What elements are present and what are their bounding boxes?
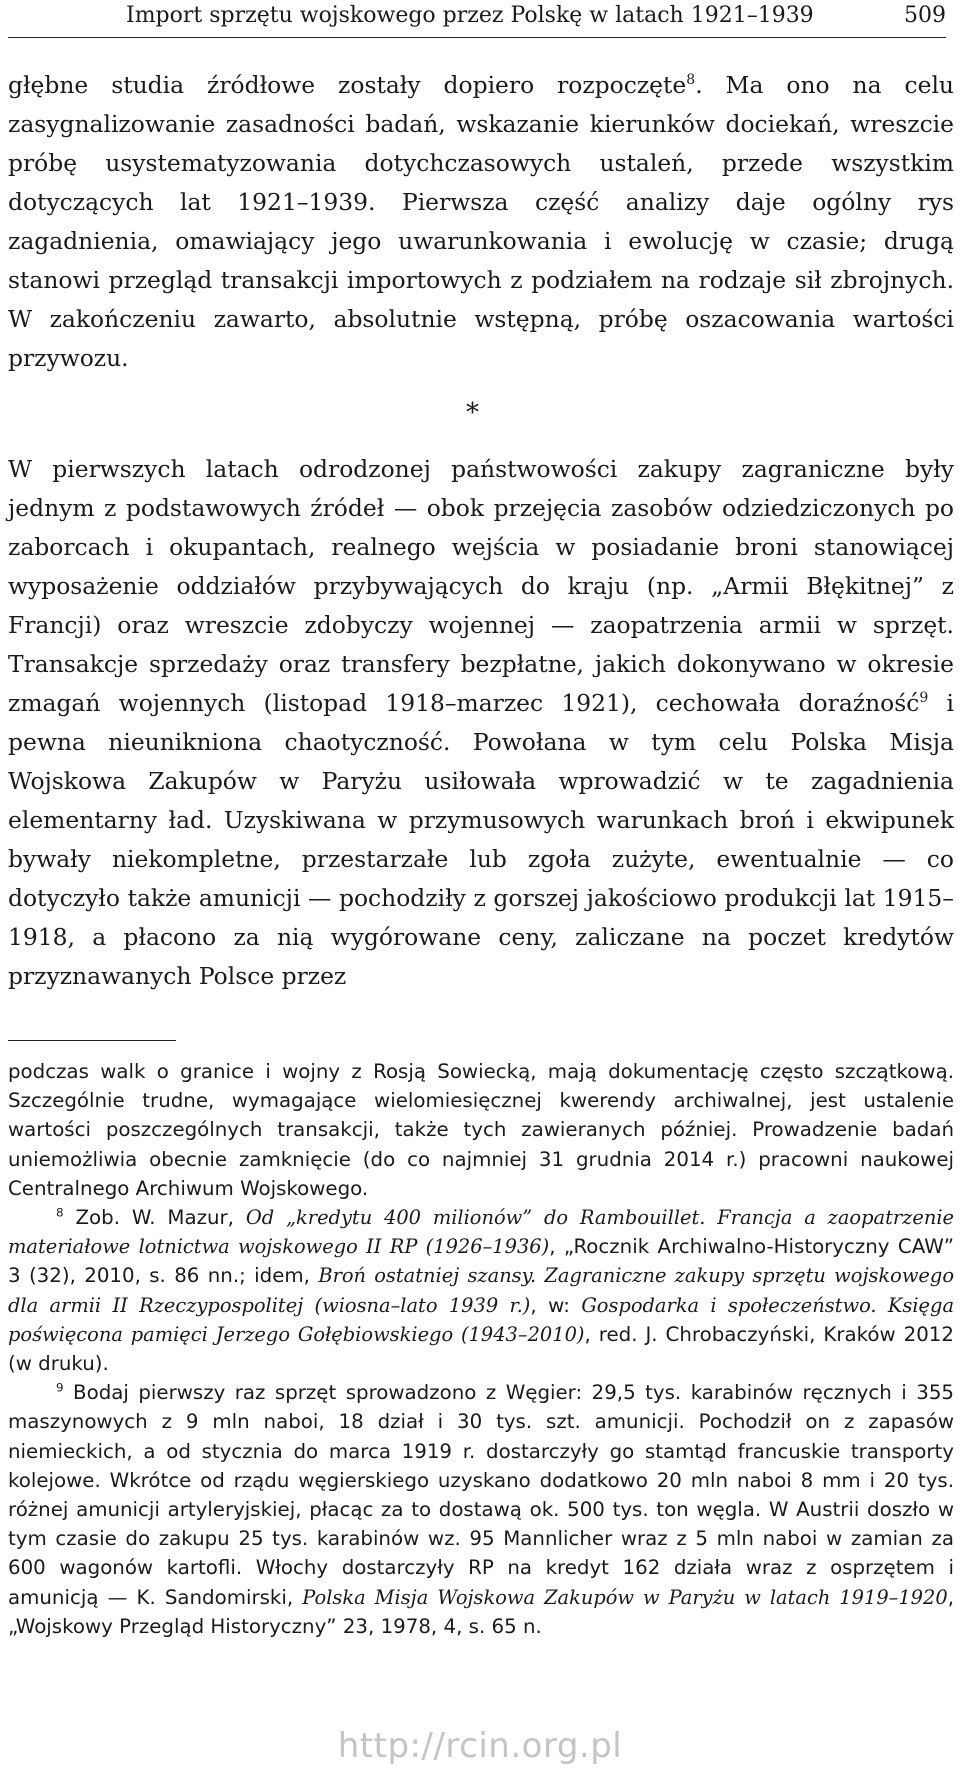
footnote-8-text: , red. J. Chrobaczyński, Kraków 2012 (w druku).: [8, 1322, 954, 1376]
header-rule: [8, 37, 946, 38]
footnote-8-text: , w:: [530, 1293, 582, 1317]
footnote-8: [8, 1203, 954, 1378]
section-separator: *: [466, 398, 479, 428]
footnote-rule: [8, 1040, 176, 1041]
footnote-9-title: Polska Misja Wojskowa Zakupów w Paryżu w latach 1919–1920: [302, 1585, 948, 1609]
paragraph-intro: [8, 66, 954, 378]
footnote-9: [8, 1378, 954, 1641]
footnote-ref-8[interactable]: 8: [686, 72, 696, 89]
footnote-8-title-2: Broń ostatniej szansy. Zagraniczne zakupy sprzętu wojskowego dla armii II Rzeczypospolitej (wiosna–lato 1939 r.): [8, 1264, 954, 1317]
running-title: Import sprzętu wojskowego przez Polskę w latach 1921–1939: [126, 3, 814, 28]
watermark-url: http://rcin.org.pl: [337, 1726, 623, 1766]
p1-text-b: . Ma ono na celu zasygnalizowanie zasadności badań, wskazanie kierunków dociekań, wreszcie próbę usystematyzowania dotychczasowych ustaleń, przede wszystkim dotyczących lat 1921–1939. Pierwsza część analizy daje ogólny rys zagadnienia, omawiający jego uwarunkowania i ewolucję w czasie; drugą stanowi przegląd transakcji importowych z podziałem na rodzaje sił zbrojnych. W zakończeniu zawarto, absolutnie wstępną, próbę oszacowania wartości przywozu.: [8, 71, 954, 372]
p2-text-b: i pewna nieunikniona chaotyczność. Powołana w tym celu Polska Misja Wojskowa Zakupów w Paryżu usiłowała wprowadzić w te zagadnienia elementarny ład. Uzyskiwana w przymusowych warunkach broń i ekwipunek bywały niekompletne, przestarzałe lub zgoła zużyte, ewentualnie — co dotyczyło także amunicji — pochodziły z gorszej jakościowo produkcji lat 1915–1918, a płacono za nią wygórowane ceny, zaliczane na poczet kredytów przyznawanych Polsce przez: [8, 689, 954, 990]
running-header: [8, 0, 946, 38]
page-number: 509: [904, 3, 946, 28]
footnote-9-text: , „Wojskowy Przegląd Historyczny” 23, 1978, 4, s. 65 n.: [8, 1585, 954, 1638]
p2-text-a: W pierwszych latach odrodzonej państwowości zakupy zagraniczne były jednym z podstawowych źródeł — obok przejęcia zasobów odziedziczonych po zaborcach i okupantach, realnego wejścia w posiadanie broni stanowiącej wyposażenie oddziałów przybywających do kraju (np. „Armii Błękitnej” z Francji) oraz wreszcie zdobyczy wojennej — zaopatrzenia armii w sprzęt. Transakcje sprzedaży oraz transfery bezpłatne, jakich dokonywano w okresie zmagań wojennych (listopad 1918–marzec 1921), cechowała doraźność: [8, 455, 954, 717]
footnote-continuation: podczas walk o granice i wojny z Rosją Sowiecką, mają dokumentację często szczątkową. Szczególnie trudne, wymagające wielomiesięcznej kwerendy archiwalnej, jest ustalenie wartości poszczególnych transakcji, także tych zawieranych później. Prowadzenie badań uniemożliwia obecnie zamknięcie (do co najmniej 31 grudnia 2014 r.) pracowni naukowej Centralnego Archiwum Wojskowego.: [8, 1060, 954, 1200]
paragraph-main: [8, 450, 954, 996]
footnotes: [8, 1057, 954, 1641]
footnote-8-text: , „Rocznik Archiwalno-Historyczny CAW” 3 (32), 2010, s. 86 nn.; idem,: [8, 1235, 954, 1288]
footnote-8-number: 8: [56, 1205, 64, 1220]
footnote-ref-9[interactable]: 9: [919, 690, 929, 707]
p1-text-a: głębne studia źródłowe zostały dopiero rozpoczęte: [8, 71, 687, 99]
footnote-8-text: Zob. W. Mazur,: [63, 1206, 246, 1230]
footnote-9-number: 9: [56, 1380, 64, 1395]
footnote-8-title-3: Gospodarka i społeczeństwo. Księga poświęcona pamięci Jerzego Gołębiowskiego (1943–2010): [8, 1293, 955, 1346]
footnote-9-text: Bodaj pierwszy raz sprzęt sprowadzono z Węgier: 29,5 tys. karabinów ręcznych i 355 maszynowych z 9 mln naboi, 18 dział i 30 tys. szt. amunicji. Pochodził on z zapasów niemieckich, a od stycznia do marca 1919 r. dostarczyły go stamtąd francuskie transporty kolejowe. Wkrótce od rządu węgierskiego uzyskano dodatkowo 20 mln naboi 8 mm i 20 tys. różnej amunicji artyleryjskiej, płacąc za to dostawą ok. 500 tys. ton węgla. W Austrii doszło w tym czasie do zakupu 25 tys. karabinów wz. 95 Mannlicher wraz z 5 mln naboi w zamian za 600 wagonów kartofli. Włochy dostarczyły RP na kredyt 162 działa wraz z osprzętem i amunicją — K. Sandomirski,: [8, 1381, 954, 1609]
footnote-8-title-1: Od „kredytu 400 milionów” do Rambouillet. Francja a zaopatrzenie materiałowe lotnictwa wojskowego II RP (1926–1936): [8, 1206, 954, 1259]
